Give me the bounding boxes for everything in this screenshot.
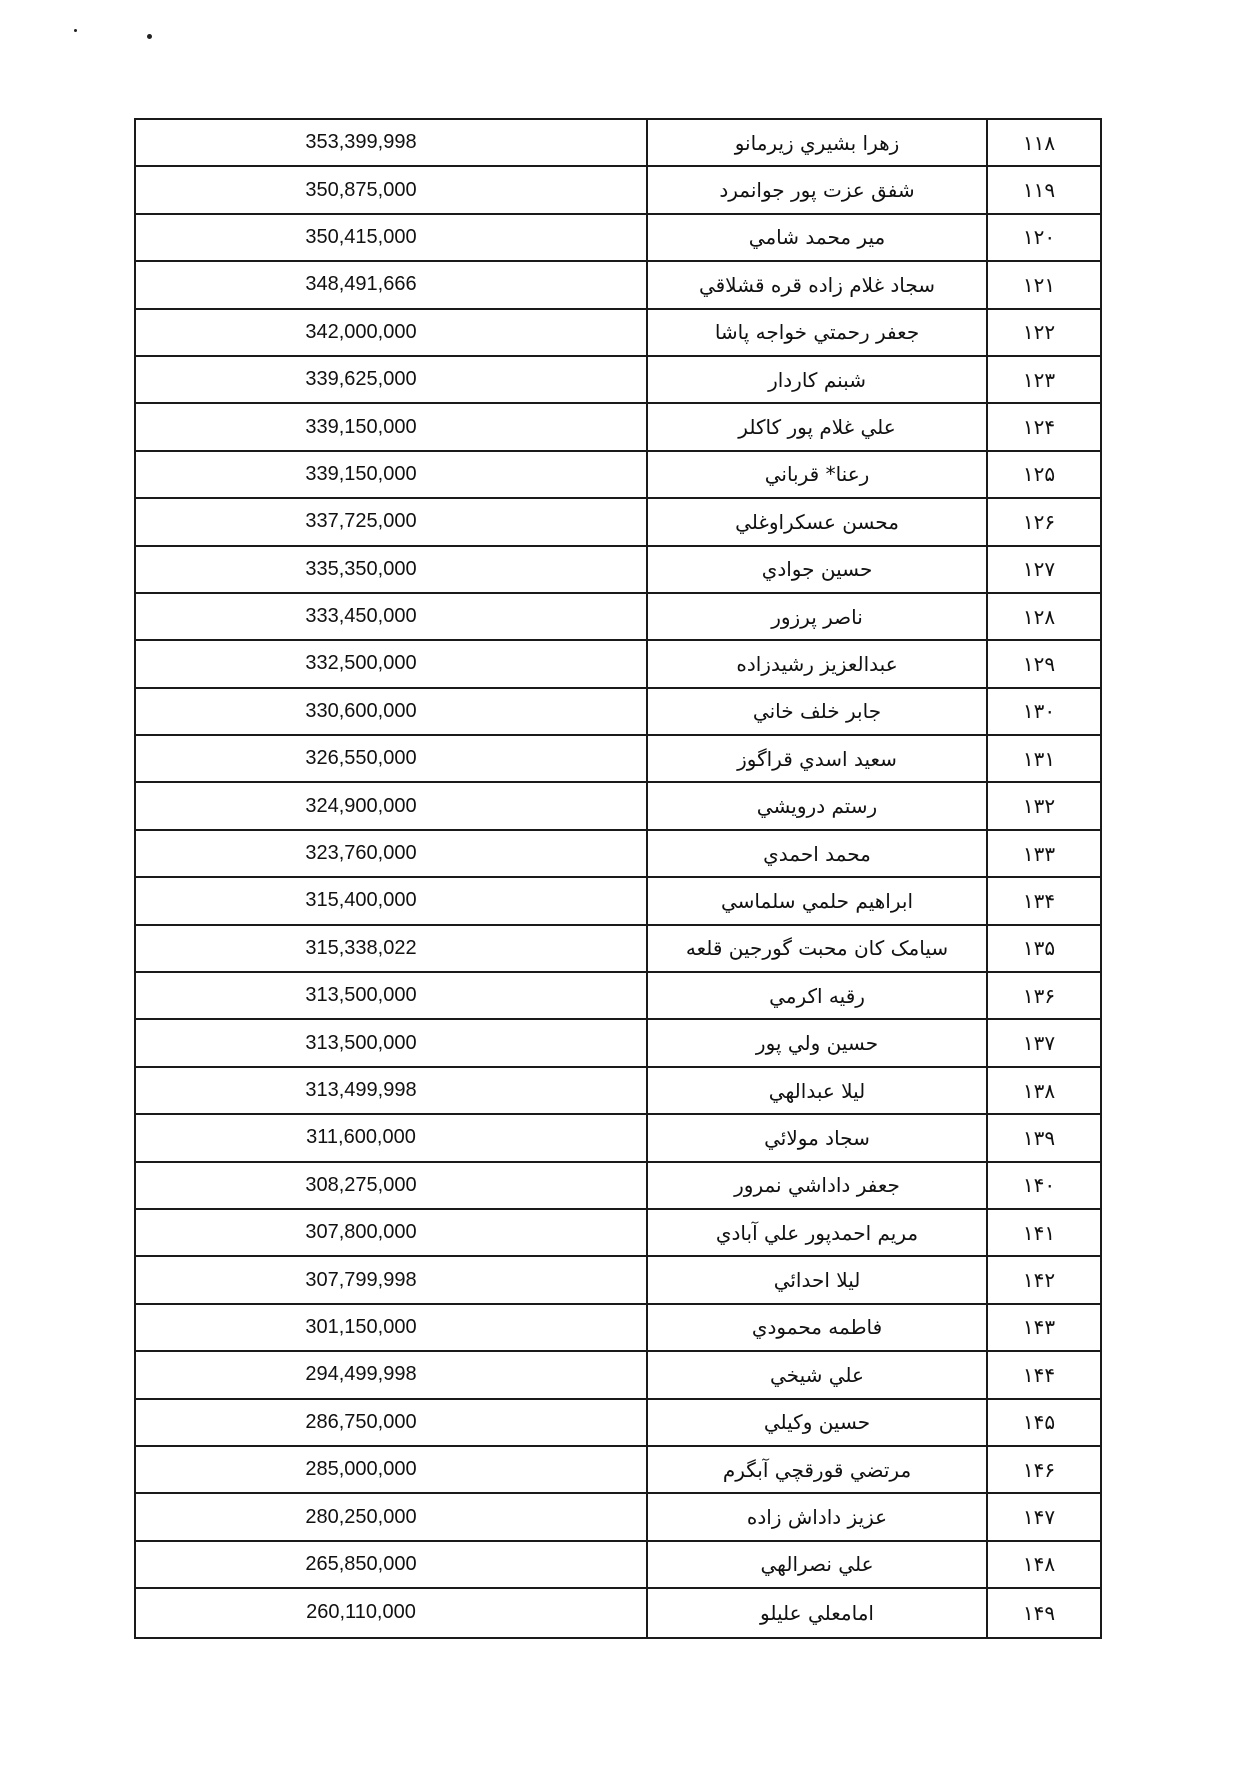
amount-cell: 313,499,998: [136, 1068, 648, 1113]
table-row: [136, 1589, 1100, 1636]
amount-cell: 350,875,000: [136, 167, 648, 212]
row-number-cell: ۱۲۷: [1022, 557, 1056, 582]
name-cell: علي شیخي: [648, 1352, 988, 1397]
row-number-cell: ۱۳۱: [1022, 746, 1056, 771]
scan-speck: [147, 34, 152, 39]
table-row: [136, 499, 1100, 546]
row-number-cell: ۱۴۹: [1022, 1600, 1056, 1625]
name-cell: جعفر رحمتي خواجه پاشا: [648, 310, 988, 355]
name-cell: لیلا احدائي: [648, 1257, 988, 1302]
row-number-cell: ۱۴۶: [1022, 1457, 1056, 1482]
name-cell: ابراهیم حلمي سلماسي: [648, 878, 988, 923]
amount-cell: 286,750,000: [136, 1400, 648, 1445]
table-row: [136, 1257, 1100, 1304]
name-cell: حسین ولي پور: [648, 1020, 988, 1065]
table-row: [136, 357, 1100, 404]
row-number-cell: ۱۴۰: [1022, 1173, 1056, 1198]
table-row: [136, 547, 1100, 594]
amount-cell: 315,400,000: [136, 878, 648, 923]
table-row: [136, 452, 1100, 499]
name-cell: شفق عزت پور جوانمرد: [648, 167, 988, 212]
name-cell: جعفر داداشي نمرور: [648, 1163, 988, 1208]
amount-cell: 315,338,022: [136, 926, 648, 971]
row-number-cell: ۱۴۵: [1022, 1410, 1056, 1435]
amount-cell: 339,150,000: [136, 452, 648, 497]
amount-cell: 342,000,000: [136, 310, 648, 355]
amount-cell: 339,150,000: [136, 404, 648, 449]
name-cell: سیامک کان محبت گورجین قلعه: [648, 926, 988, 971]
name-cell: جابر خلف خاني: [648, 689, 988, 734]
amount-cell: 294,499,998: [136, 1352, 648, 1397]
amount-cell: 333,450,000: [136, 594, 648, 639]
table-row: [136, 973, 1100, 1020]
row-number-cell: ۱۳۸: [1022, 1078, 1056, 1103]
name-cell: رعنا* قرباني: [648, 452, 988, 497]
table-row: [136, 1068, 1100, 1115]
amount-cell: 280,250,000: [136, 1494, 648, 1539]
table-row: [136, 641, 1100, 688]
row-number-cell: ۱۲۶: [1022, 509, 1056, 534]
row-number-cell: ۱۲۴: [1022, 415, 1056, 440]
table-row: [136, 1494, 1100, 1541]
name-cell: حسین وکیلي: [648, 1400, 988, 1445]
table-row: [136, 1305, 1100, 1352]
name-cell: امامعلي علیلو: [648, 1589, 988, 1636]
amount-cell: 330,600,000: [136, 689, 648, 734]
amount-cell: 313,500,000: [136, 1020, 648, 1065]
row-number-cell: ۱۴۴: [1022, 1362, 1056, 1387]
row-number-cell: ۱۱۹: [1022, 178, 1056, 203]
amount-cell: 307,799,998: [136, 1257, 648, 1302]
name-cell: عبدالعزیز رشیدزاده: [648, 641, 988, 686]
amount-cell: 348,491,666: [136, 262, 648, 307]
row-number-cell: ۱۴۱: [1022, 1220, 1056, 1245]
amount-cell: 326,550,000: [136, 736, 648, 781]
table-row: [136, 404, 1100, 451]
row-number-cell: ۱۲۰: [1022, 225, 1056, 250]
table-row: [136, 689, 1100, 736]
row-number-cell: ۱۴۸: [1022, 1552, 1056, 1577]
row-number-cell: ۱۲۳: [1022, 367, 1056, 392]
name-cell: سجاد غلام زاده قره قشلاقي: [648, 262, 988, 307]
table-row: [136, 1210, 1100, 1257]
table-row: [136, 594, 1100, 641]
name-cell: مرتضي قورقچي آبگرم: [648, 1447, 988, 1492]
row-number-cell: ۱۲۵: [1022, 462, 1056, 487]
amount-cell: 301,150,000: [136, 1305, 648, 1350]
name-cell: رقیه اکرمي: [648, 973, 988, 1018]
name-cell: سعید اسدي قراگوز: [648, 736, 988, 781]
row-number-cell: ۱۴۲: [1022, 1268, 1056, 1293]
table-row: [136, 736, 1100, 783]
name-cell: لیلا عبدالهي: [648, 1068, 988, 1113]
amount-cell: 337,725,000: [136, 499, 648, 544]
name-cell: محسن عسکراوغلي: [648, 499, 988, 544]
row-number-cell: ۱۳۲: [1022, 794, 1056, 819]
row-number-cell: ۱۳۴: [1022, 888, 1056, 913]
name-cell: عزیز داداش زاده: [648, 1494, 988, 1539]
amount-cell: 339,625,000: [136, 357, 648, 402]
row-number-cell: ۱۲۹: [1022, 651, 1056, 676]
name-cell: میر محمد شامي: [648, 215, 988, 260]
name-cell: حسین جوادي: [648, 547, 988, 592]
table-row: [136, 831, 1100, 878]
row-number-cell: ۱۲۲: [1022, 320, 1056, 345]
name-cell: سجاد مولائي: [648, 1115, 988, 1160]
name-cell: فاطمه محمودي: [648, 1305, 988, 1350]
amount-cell: 353,399,998: [136, 120, 648, 165]
table-row: [136, 1447, 1100, 1494]
table-row: [136, 1400, 1100, 1447]
amount-cell: 335,350,000: [136, 547, 648, 592]
table-row: [136, 310, 1100, 357]
name-cell: شبنم کاردار: [648, 357, 988, 402]
table-row: [136, 783, 1100, 830]
amount-cell: 350,415,000: [136, 215, 648, 260]
amount-cell: 307,800,000: [136, 1210, 648, 1255]
amount-cell: 265,850,000: [136, 1542, 648, 1587]
amount-cell: 260,110,000: [136, 1589, 648, 1636]
table-row: [136, 1115, 1100, 1162]
name-cell: علي نصرالهي: [648, 1542, 988, 1587]
row-number-cell: ۱۲۸: [1022, 604, 1056, 629]
row-number-cell: ۱۳۳: [1022, 841, 1056, 866]
amount-cell: 285,000,000: [136, 1447, 648, 1492]
name-cell: محمد احمدي: [648, 831, 988, 876]
table-row: [136, 262, 1100, 309]
table-row: [136, 1020, 1100, 1067]
row-number-cell: ۱۳۹: [1022, 1125, 1056, 1150]
amount-cell: 308,275,000: [136, 1163, 648, 1208]
table-row: [136, 1163, 1100, 1210]
name-cell: ناصر پرزور: [648, 594, 988, 639]
row-number-cell: ۱۴۷: [1022, 1505, 1056, 1530]
amount-cell: 311,600,000: [136, 1115, 648, 1160]
row-number-cell: ۱۱۸: [1022, 130, 1056, 155]
name-cell: رستم درویشي: [648, 783, 988, 828]
amount-cell: 323,760,000: [136, 831, 648, 876]
amount-cell: 332,500,000: [136, 641, 648, 686]
row-number-cell: ۱۲۱: [1022, 272, 1056, 297]
table-row: [136, 215, 1100, 262]
name-cell: مریم احمدپور علي آبادي: [648, 1210, 988, 1255]
name-cell: زهرا بشیري زیرمانو: [648, 120, 988, 165]
table-row: [136, 167, 1100, 214]
row-number-cell: ۱۴۳: [1022, 1315, 1056, 1340]
row-number-cell: ۱۳۰: [1022, 699, 1056, 724]
table-row: [136, 926, 1100, 973]
amount-cell: 324,900,000: [136, 783, 648, 828]
table-row: [136, 1352, 1100, 1399]
row-number-cell: ۱۳۷: [1022, 1031, 1056, 1056]
row-number-cell: ۱۳۶: [1022, 983, 1056, 1008]
payment-table: [134, 118, 1102, 1639]
name-cell: علي غلام پور کاکلر: [648, 404, 988, 449]
scan-speck: [74, 29, 77, 32]
amount-cell: 313,500,000: [136, 973, 648, 1018]
table-row: [136, 120, 1100, 167]
table-row: [136, 878, 1100, 925]
row-number-cell: ۱۳۵: [1022, 936, 1056, 961]
table-row: [136, 1542, 1100, 1589]
